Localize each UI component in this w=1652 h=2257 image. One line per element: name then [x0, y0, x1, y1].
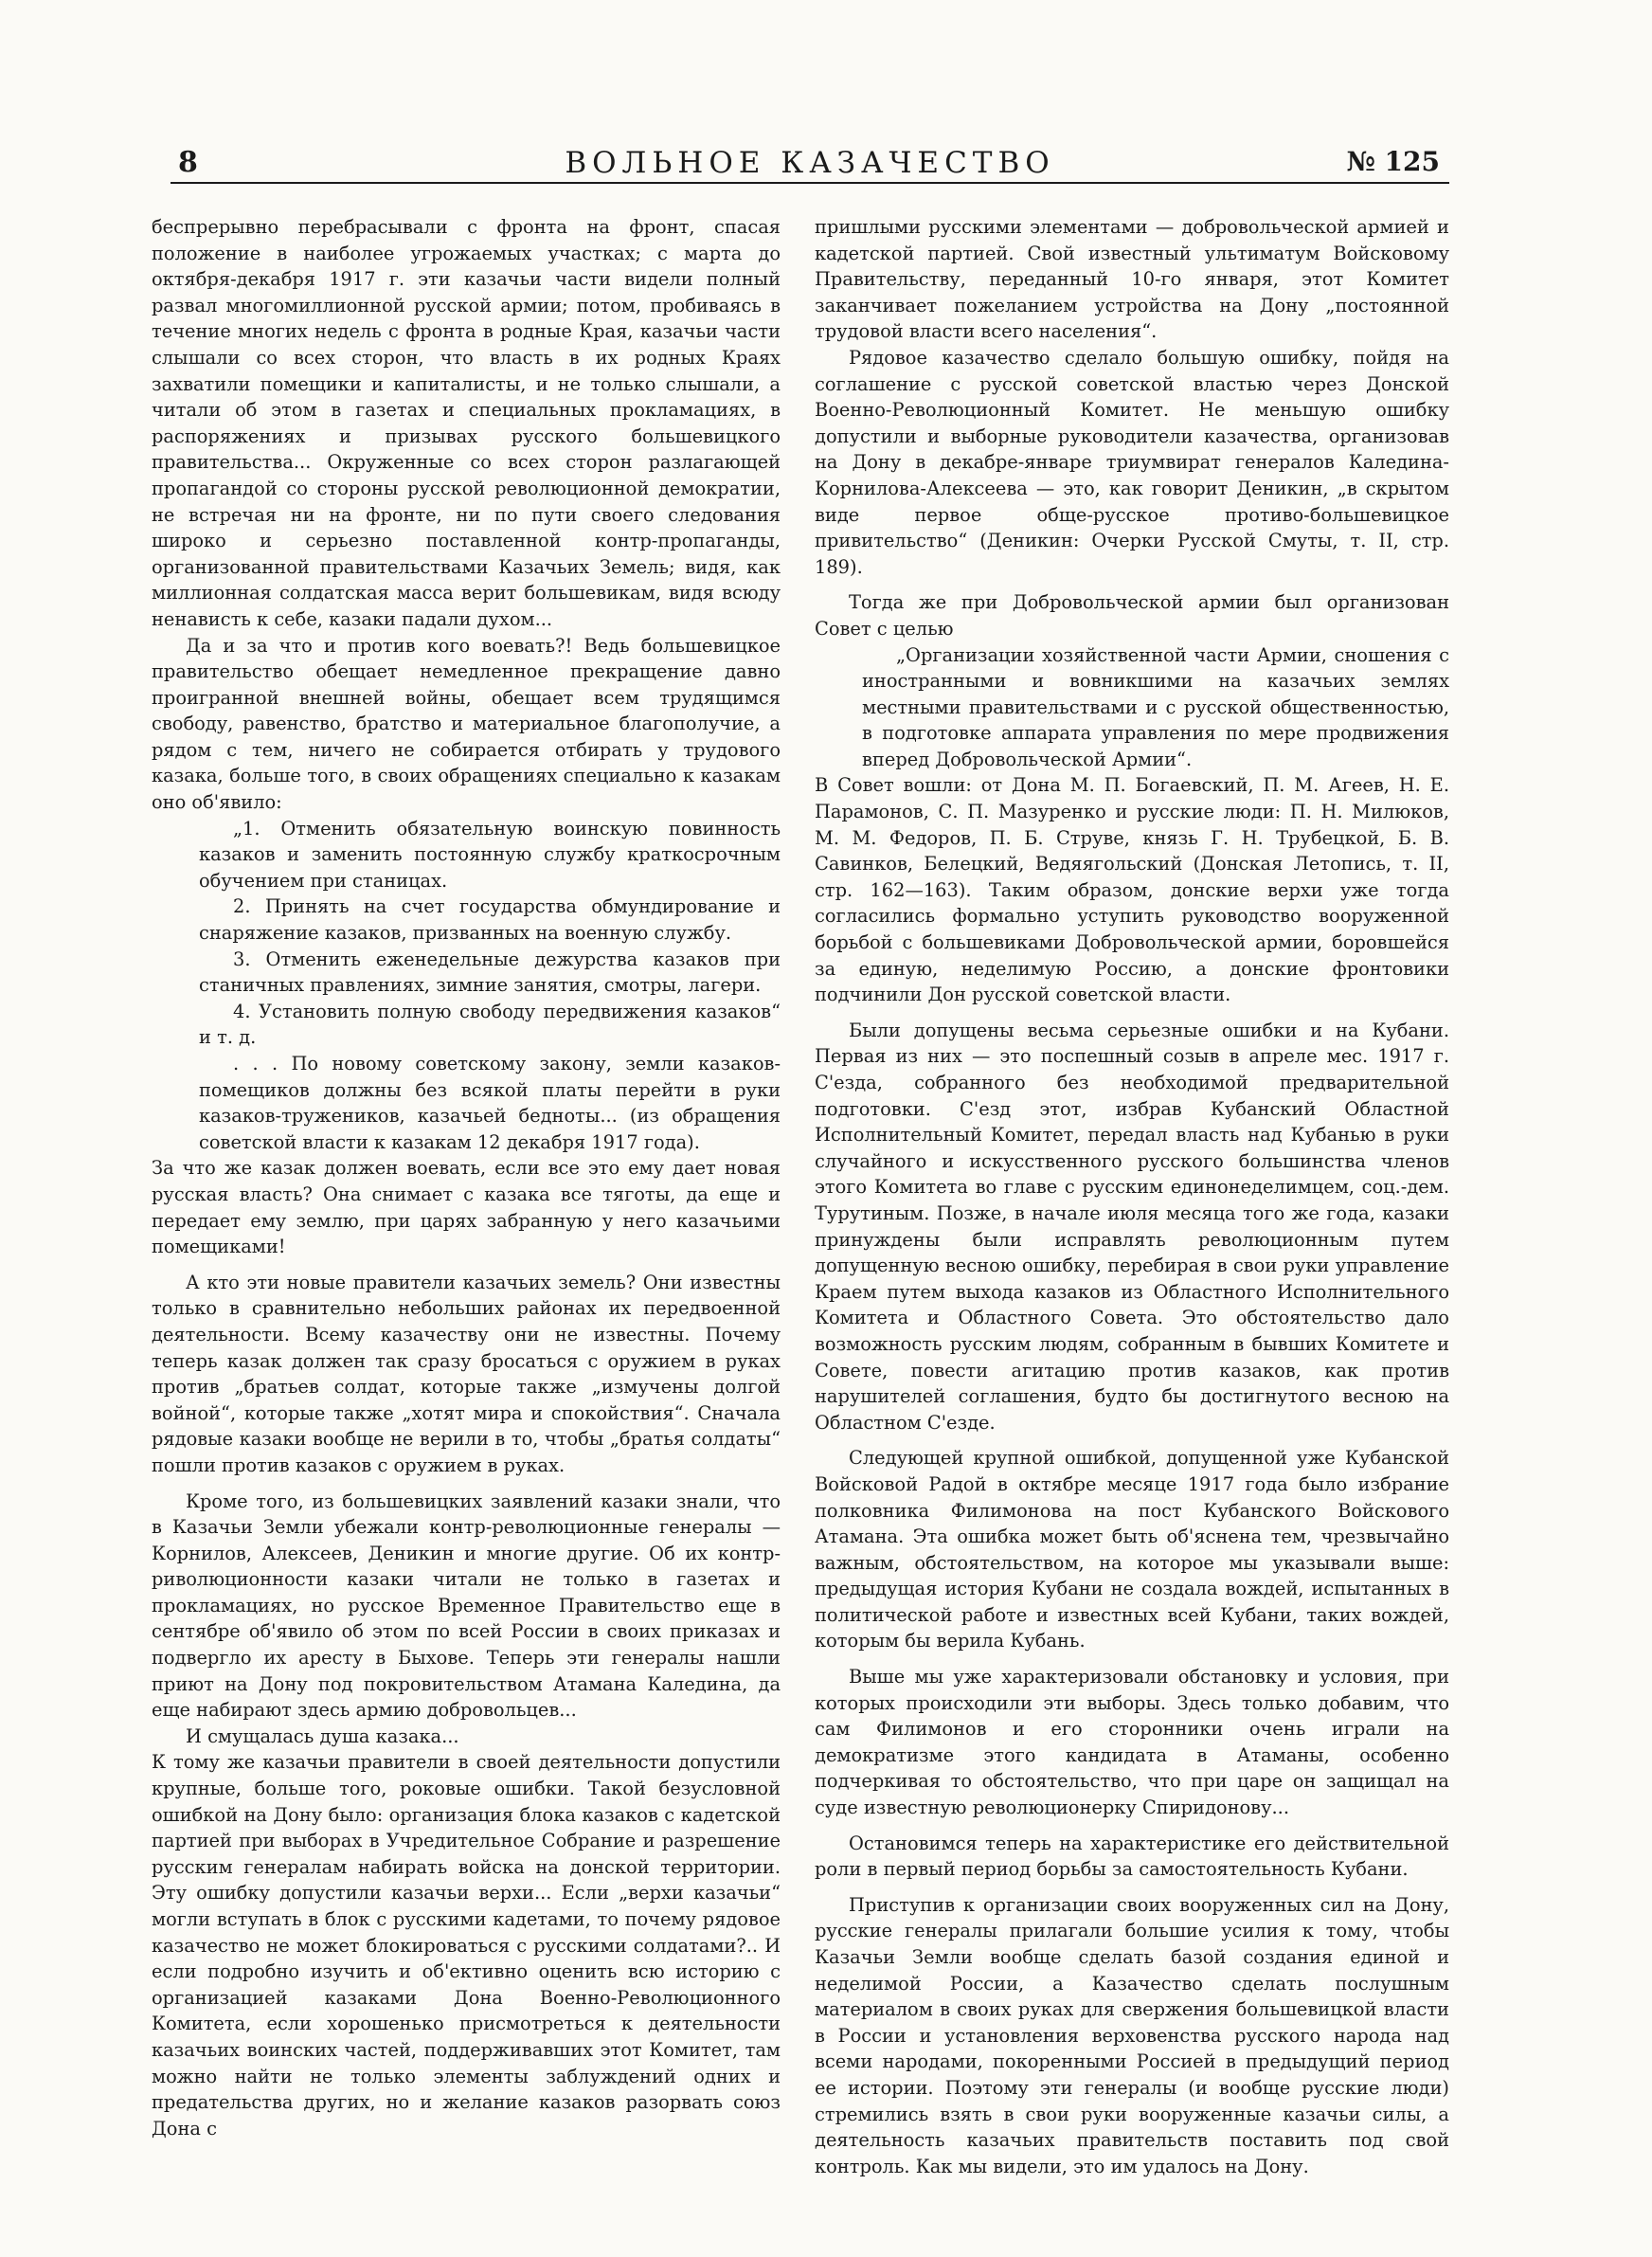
quote-item: „1. Отменить обязательную воинскую повинность казаков и заменить постоянную службу краткосрочным обучением при станицах.	[199, 817, 781, 892]
paragraph: Следующей крупной ошибкой, допущенной уже Кубанской Войсковой Радой в октябре месяце 1917 года было избрание полковника Филимонова на пост Кубанского Войскового Атамана. Эта ошибка может быть об'яснена тем, чрезвычайно важным, обстоятельством, на которое мы указывали выше: предыдущая история Кубани не создала вождей, испытанных в политической работе и известных всей Кубани, таких вождей, которым бы верила Кубань.	[815, 1447, 1449, 1652]
issue-number: № 125	[1346, 146, 1440, 177]
quote-item: . . . По новому советскому закону, земли казаков-помещиков должны без всякой платы перейти в руки казаков-тружеников, казачьей бедноты... (из обращения советской власти к казакам 12 декабря 1917 года).	[199, 1053, 781, 1153]
paragraph: За что же казак должен воевать, если все это ему дает новая русская власть? Она снимает с казака все тяготы, да еще и передает ему землю, при царях забранную у него казачьими помещиками!	[152, 1157, 781, 1258]
paragraph: Приступив к организации своих вооруженных сил на Дону, русские генералы прилагали большие усилия к тому, чтобы Казачьи Земли вообще сделать базой создания единой и неделимой России, а Казачество сделать послушным материалом в своих руках для свержения большевицкой власти в России и установления верховенства русского народа над всеми народами, покоренными Россией в предыдущий период ее истории. Поэтому эти генералы (и вообще русские люди) стремились взять в свои руки вооруженные казачьи силы, а деятельность казачьих правительств поставить под свой контроль. Как мы видели, это им удалось на Дону.	[815, 1893, 1449, 2177]
paragraph: Тогда же при Добровольческой армии был организован Совет с целью	[815, 591, 1449, 640]
paragraph: Рядовое казачество сделало большую ошибку, пойдя на соглашение с русской советской властью через Донской Военно-Революционный Комитет. Не меньшую ошибку допустили и выборные руководители казачества, организовав на Дону в декабре-январе триумвират генералов Каледина-Корнилова-Алексеева — это, как говорит Деникин, „в скрытом виде первое обще-русское противо-большевицкое привительство“ (Деникин: Очерки Русской Смуты, т. II, стр. 189).	[815, 346, 1449, 578]
paragraph: беспрерывно перебрасывали с фронта на фронт, спасая положение в наиболее угрожаемых участках; с марта до октября-декабря 1917 г. эти казачьи части видели полный развал многомиллионной русской армии; потом, пробиваясь в течение многих недель с фронта в родные Края, казачьи части слышали со всех сторон, что власть в их родных Краях захватили помещики и капиталисты, и не только слышали, а читали об этом в газетах и специальных прокламациях, в распоряжениях и призывах русского большевицкого правительства... Окруженные со всех сторон разлагающей пропагандой со стороны русской революционной демократии, не встречая ни на фронте, ни по пути своего следования широко и серьезно поставленной контр-пропаганды, организованной правительствами Казачьих Земель; видя, как миллионная солдатская масса верит большевикам, видя всюду ненависть к себе, казаки падали духом...	[152, 216, 781, 630]
paragraph: Выше мы уже характеризовали обстановку и условия, при которых происходили эти выборы. Здесь только добавим, что сам Филимонов и его сторонники очень играли на демократизме этого кандидата в Атаманы, особенно подчеркивая то обстоятельство, что при царе он защищал на суде известную революционерку Спиридонову...	[815, 1666, 1449, 1819]
left-column	[152, 214, 781, 2141]
paragraph: пришлыми русскими элементами — добровольческой армией и кадетской партией. Свой известный ультиматум Войсковому Правительству, переданный 10-го января, этот Комитет заканчивает пожеланием устройства на Дону „постоянной трудовой власти всего населения“.	[815, 216, 1449, 343]
quote-item: 2. Принять на счет государства обмундирование и снаряжение казаков, призванных на военную службу.	[199, 895, 781, 945]
paragraph: Да и за что и против кого воевать?! Ведь большевицкое правительство обещает немедленное прекращение давно проигранной внешней войны, обещает всем трудящимся свободу, равенство, братство и материальное благополучие, а рядом с тем, ничего не собирается отбирать у трудового казака, больше того, в своих обращениях специально к казакам оно об'явило:	[152, 634, 781, 814]
page-number: 8	[178, 146, 198, 179]
paragraph: Были допущены весьма серьезные ошибки и на Кубани. Первая из них — это поспешный созыв в апреле мес. 1917 г. С'езда, собранного без необходимой предварительной подготовки. С'езд этот, избрав Кубанский Областной Исполнительный Комитет, передал власть над Кубанью в руки случайного и искусственного русского большинства членов этого Комитета во главе с русским единонеделимцем, соц.-дем. Турутиным. Позже, в начале июля месяца того же года, казаки принуждены были исправлять революционным путем допущенную весною ошибку, перебирая в свои руки управление Краем путем выхода казаков из Областного Исполнительного Комитета и Областного Совета. Это обстоятельство дало возможность русским людям, собранным в бывших Комитете и Совете, повести агитацию против казаков, как против нарушителей соглашения, будто бы достигнутого весною на Областном С'езде.	[815, 1019, 1449, 1434]
quote-item: 4. Установить полную свободу передвижения казаков“ и т. д.	[199, 1000, 781, 1049]
journal-title: ВОЛЬНОЕ КАЗАЧЕСТВО	[565, 146, 1055, 180]
quote-block: „Организации хозяйственной части Армии, сношения с иностранными и вовникшими на казачьих землях местными правительствами и с русской общественностью, в подготовке аппарата управления по мере продвижения вперед Добровольческой Армии“.	[862, 643, 1449, 770]
paragraph: А кто эти новые правители казачьих земель? Они известны только в сравнительно небольших районах их передвоенной деятельности. Всему казачеству они не известны. Почему теперь казак должен так сразу бросаться с оружием в руках против „братьев солдат, которые также „измучены долгой войной“, которые также „хотят мира и спокойствия“. Сначала рядовые казаки вообще не верили в то, чтобы „братья солдаты“ пошли против казаков с оружием в руках.	[152, 1271, 781, 1476]
paragraph: Остановимся теперь на характеристике его действительной роли в первый период борьбы за самостоятельность Кубани.	[815, 1832, 1449, 1881]
quote-item: 3. Отменить еженедельные дежурства казаков при станичных правлениях, зимние занятия, смотры, лагери.	[199, 948, 781, 997]
paragraph: В Совет вошли: от Дона М. П. Богаевский, П. М. Агеев, Н. Е. Парамонов, С. П. Мазуренко и русские люди: П. Н. Милюков, М. М. Федоров, П. Б. Струве, князь Г. Н. Трубецкой, Б. В. Савинков, Белецкий, Ведяягольский (Донская Летопись, т. II, стр. 162—163). Таким образом, донские верхи уже тогда согласились формально уступить руководство вооруженной борьбой с большевиками Добровольческой армии, боровшейся за единую, неделимую Россию, а донские фронтовики подчинили Дон русской советской власти.	[815, 774, 1449, 1006]
right-column	[815, 214, 1449, 2179]
header-rule	[171, 182, 1449, 184]
paragraph: К тому же казачьи правители в своей деятельности допустили крупные, больше того, роковые ошибки. Такой безусловной ошибкой на Дону было: организация блока казаков с кадетской партией при выборах в Учредительное Собрание и разрешение русским генералам набирать войска на донской территории. Эту ошибку допустили казачьи верхи... Если „верхи казачьи“ могли вступать в блок с русскими кадетами, то почему рядовое казачество не может блокироваться с русскими солдатами?.. И если подробно изучить и об'ективно оценить всю историю с организацией казаками Дона Военно-Революционного Комитета, если хорошенько присмотреться к деятельности казачьих воинских частей, поддерживавших этот Комитет, там можно найти не только элементы заблуждений одних и предательства других, но и желание казаков разорвать союз Дона с	[152, 1751, 781, 2140]
paragraph: И смущалась душа казака...	[186, 1724, 459, 1747]
paragraph: Кроме того, из большевицких заявлений казаки знали, что в Казачьи Земли убежали контр-революционные генералы — Корнилов, Алексеев, Деникин и многие другие. Об их контр-риволюционности казаки читали не только в газетах и прокламациях, но русское Временное Правительство еще в сентябре об'явило об этом по всей России в своих приказах и подвергло их аресту в Быхове. Теперь эти генералы нашли приют на Дону под покровительством Атамана Каледина, да еще набирают здесь армию добровольцев...	[152, 1490, 781, 1722]
page-header	[171, 142, 1449, 186]
